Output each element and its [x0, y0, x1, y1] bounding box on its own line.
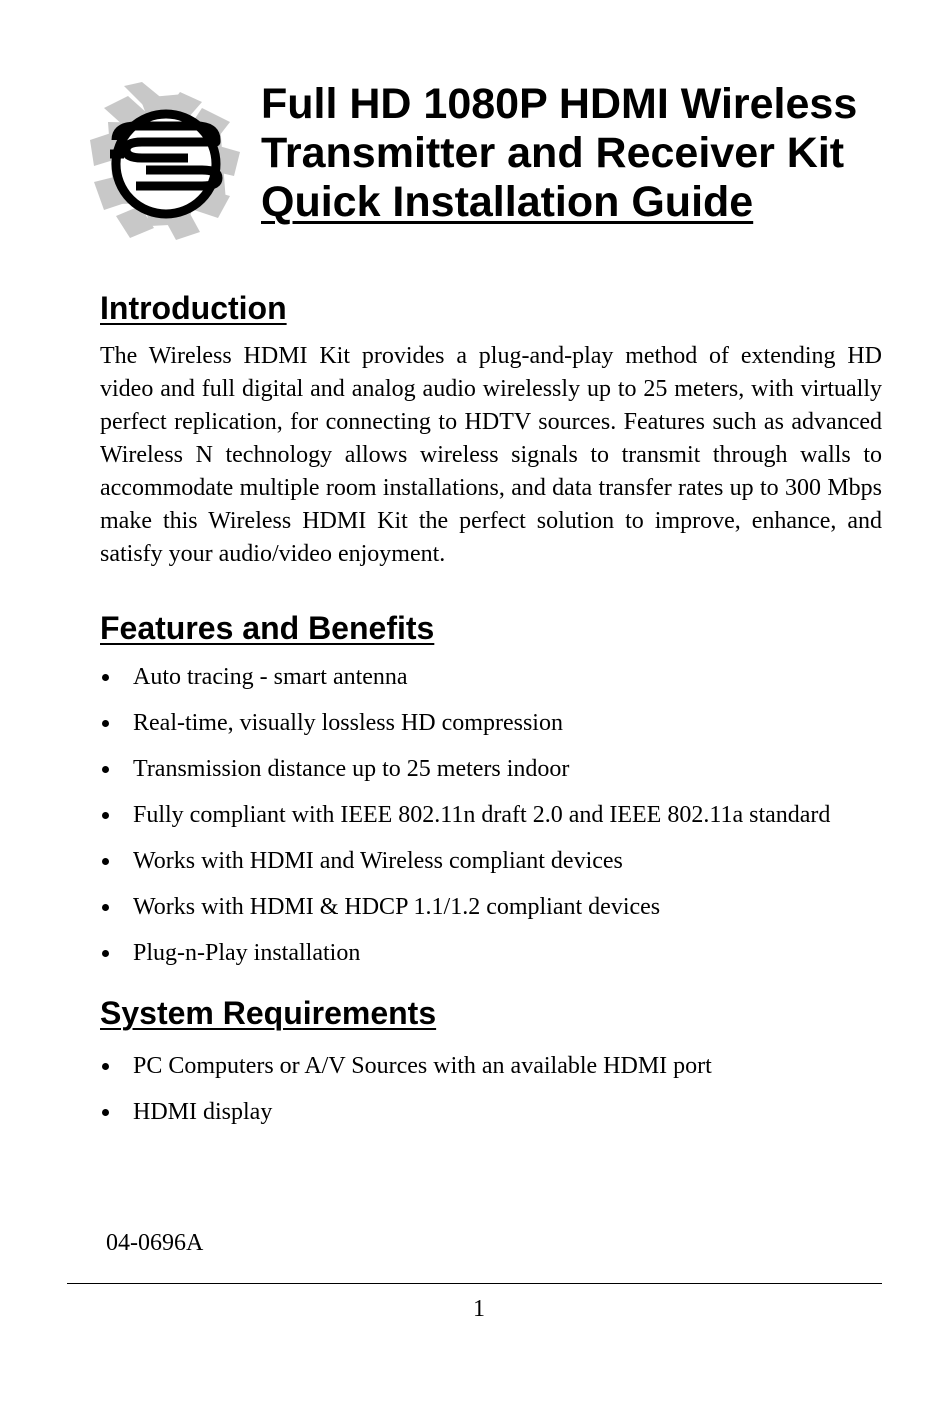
bullet-icon	[102, 1063, 109, 1070]
list-item-text: Works with HDMI and Wireless compliant devices	[133, 848, 623, 874]
list-item-text: Works with HDMI & HDCP 1.1/1.2 compliant devices	[133, 894, 661, 920]
list-item-text: Auto tracing - smart antenna	[133, 664, 408, 690]
bullet-icon	[102, 1109, 109, 1116]
title-line-3: Quick Installation Guide	[261, 178, 754, 226]
list-item	[100, 754, 900, 800]
list-item	[100, 846, 900, 892]
features-list	[100, 662, 900, 984]
list-item	[100, 1097, 900, 1143]
bullet-icon	[102, 674, 109, 681]
list-item-text: Real-time, visually lossless HD compression	[133, 710, 563, 736]
bullet-icon	[102, 904, 109, 911]
list-item	[100, 662, 900, 708]
introduction-heading: Introduction	[100, 290, 287, 326]
list-item-text: Transmission distance up to 25 meters indoor	[133, 756, 570, 782]
list-item	[100, 892, 900, 938]
title-line-2: Transmitter and Receiver Kit	[261, 129, 845, 177]
list-item	[100, 938, 900, 984]
bullet-icon	[102, 950, 109, 957]
requirements-heading: System Requirements	[100, 995, 437, 1031]
list-item-text: HDMI display	[133, 1099, 273, 1125]
document-code: 04-0696A	[106, 1230, 204, 1256]
bullet-icon	[102, 858, 109, 865]
page-number: 1	[473, 1296, 485, 1322]
bullet-icon	[102, 812, 109, 819]
introduction-paragraph: The Wireless HDMI Kit provides a plug-and-play method of extending HD video and full digital and analog audio wirelessly up to 25 meters, with virtually perfect replication, for connecting to HDTV sources. Features such as advanced Wireless N technology allows wireless signals to transmit through walls to accommodate multiple room installations, and data transfer rates up to 300 Mbps make this Wireless HDMI Kit the perfect solution to improve, enhance, and satisfy your audio/video enjoyment.	[100, 343, 882, 567]
list-item-text: PC Computers or A/V Sources with an available HDMI port	[133, 1053, 712, 1079]
document-title	[261, 80, 921, 227]
list-item	[100, 800, 900, 846]
bullet-icon	[102, 766, 109, 773]
list-item-text: Fully compliant with IEEE 802.11n draft 2.0 and IEEE 802.11a standard	[133, 802, 831, 828]
list-item	[100, 708, 900, 754]
requirements-list	[100, 1051, 900, 1143]
list-item-text: Plug-n-Play installation	[133, 940, 361, 966]
footer-divider	[67, 1283, 882, 1284]
bullet-icon	[102, 720, 109, 727]
list-item	[100, 1051, 900, 1097]
title-line-1: Full HD 1080P HDMI Wireless	[261, 80, 858, 128]
sig-logo-icon	[84, 78, 244, 243]
features-heading: Features and Benefits	[100, 610, 435, 646]
